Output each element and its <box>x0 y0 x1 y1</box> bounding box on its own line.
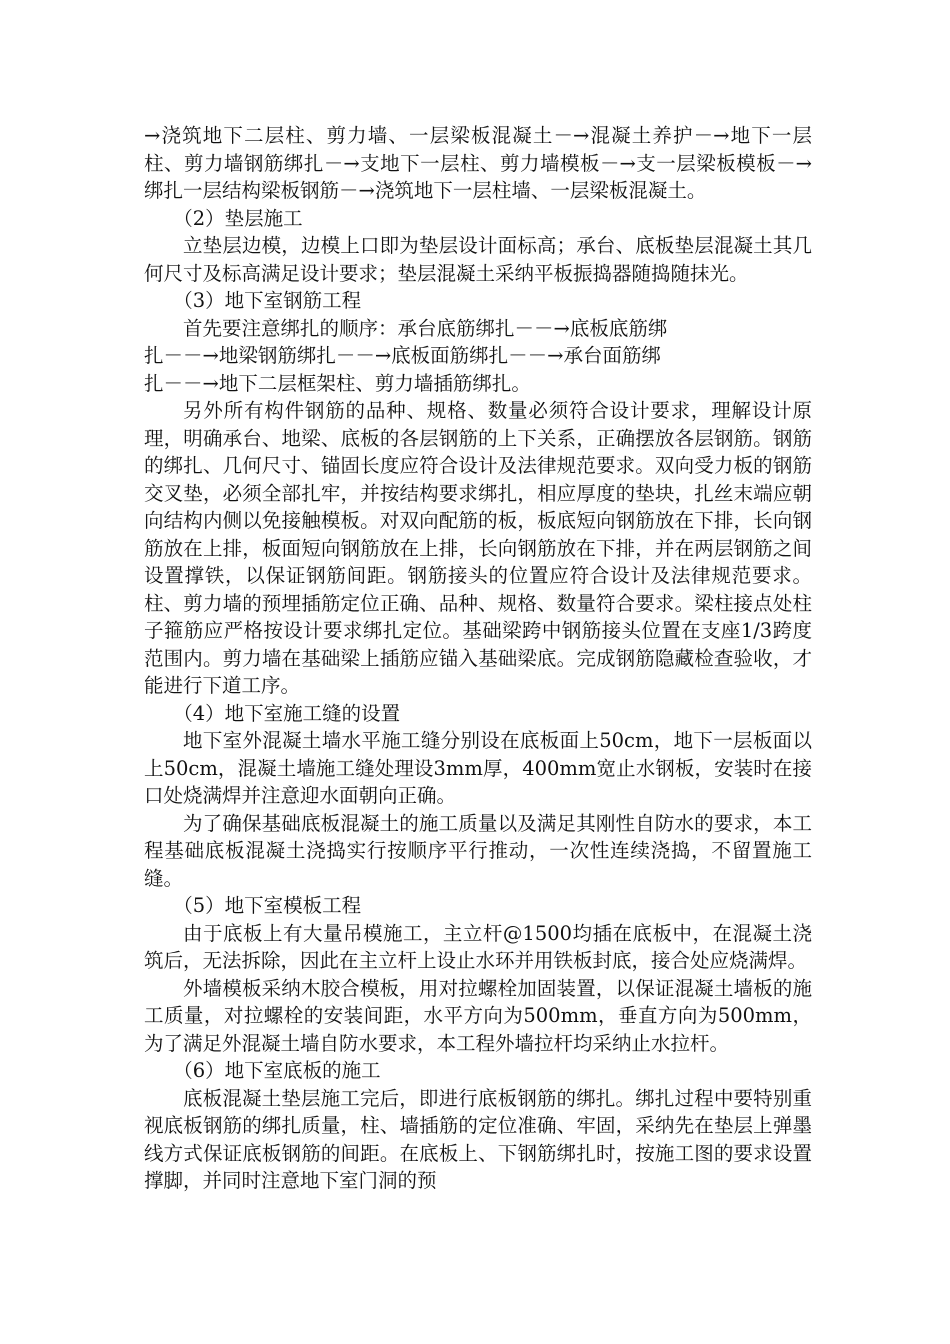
paragraph-rebar-requirements: 另外所有构件钢筋的品种、规格、数量必须符合设计要求，理解设计原理，明确承台、地梁、底板的各层钢筋的上下关系，正确摆放各层钢筋。钢筋的绑扎、几何尺寸、锚固长度应符合设计及法律规范要求。双向受力板的钢筋交叉垫，必须全部扎牢，并按结构要求绑扎，相应厚度的垫块，扎丝末端应朝向结构内侧以免接触模板。对双向配筋的板，板底短向钢筋放在下排，长向钢筋放在上排，板面短向钢筋放在上排，长向钢筋放在下排，并在两层钢筋之间设置撑铁，以保证钢筋间距。钢筋接头的位置应符合设计及法律规范要求。柱、剪力墙的预埋插筋定位正确、品种、规格、数量符合要求。梁柱接点处柱子箍筋应严格按设计要求绑扎定位。基础梁跨中钢筋接头位置在支座1/3跨度范围内。剪力墙在基础梁上插筋应锚入基础梁底。完成钢筋隐藏检查验收，才能进行下道工序。 <box>144 399 812 697</box>
rebar-sequence-line-3: 扎－－→地下二层框架柱、剪力墙插筋绑扎。 <box>144 371 531 395</box>
paragraph-wall-formwork: 外墙模板采纳木胶合模板，用对拉螺栓加固装置，以保证混凝土墙板的施工质量，对拉螺栓的安装间距，水平方向为500mm，垂直方向为500mm，为了满足外混凝土墙自防水要求，本工程外墙拉杆均采纳止水拉杆。 <box>144 976 812 1055</box>
paragraph-construction-sequence: →浇筑地下二层柱、剪力墙、一层梁板混凝土－→混凝土养护－→地下一层柱、剪力墙钢筋绑扎－→支地下一层柱、剪力墙模板－→支一层梁板模板－→绑扎一层结构梁板钢筋－→浇筑地下一层柱墙、一层梁板混凝土。 <box>144 124 812 202</box>
heading-formwork: （5）地下室模板工程 <box>173 894 362 917</box>
paragraph-joint-setup: 地下室外混凝土墙水平施工缝分别设在底板面上50cm，地下一层板面以上50cm，混凝土墙施工缝处理设3mm厚，400mm宽止水钢板，安装时在接口处烧满焊并注意迎水面朝向正确。 <box>144 729 812 807</box>
document-page <box>144 122 812 1195</box>
rebar-sequence-line-1: 首先要注意绑扎的顺序：承台底筋绑扎－－→底板底筋绑 <box>183 316 668 340</box>
paragraph-rebar-sequence <box>144 315 812 398</box>
paragraph-hanging-formwork: 由于底板上有大量吊模施工，主立杆@1500均插在底板中，在混凝土浇筑后，无法拆除，因此在主立杆上设止水环并用铁板封底，接合处应烧满焊。 <box>144 921 812 972</box>
heading-basement-rebar: （3）地下室钢筋工程 <box>173 289 362 312</box>
paragraph-continuous-pour: 为了确保基础底板混凝土的施工质量以及满足其刚性自防水的要求，本工程基础底板混凝土浇捣实行按顺序平行推动，一次性连续浇捣，不留置施工缝。 <box>144 811 812 890</box>
paragraph-base-slab: 底板混凝土垫层施工完后，即进行底板钢筋的绑扎。绑扎过程中要特别重视底板钢筋的绑扎质量，柱、墙插筋的定位准确、牢固，采纳先在垫层上弹墨线方式保证底板钢筋的间距。在底板上、下钢筋绑扎时，按施工图的要求设置撑脚，并同时注意地下室门洞的预 <box>144 1086 812 1192</box>
paragraph-cushion-layer: 立垫层边模，边模上口即为垫层设计面标高；承台、底板垫层混凝土其几何尺寸及标高满足设计要求；垫层混凝土采纳平板振捣器随捣随抹光。 <box>144 234 812 285</box>
heading-base-slab: （6）地下室底板的施工 <box>173 1059 381 1082</box>
heading-construction-joints: （4）地下室施工缝的设置 <box>173 701 401 725</box>
rebar-sequence-line-2: 扎－－→地梁钢筋绑扎－－→底板面筋绑扎－－→承台面筋绑 <box>144 344 662 367</box>
heading-cushion-layer: （2）垫层施工 <box>173 206 303 230</box>
